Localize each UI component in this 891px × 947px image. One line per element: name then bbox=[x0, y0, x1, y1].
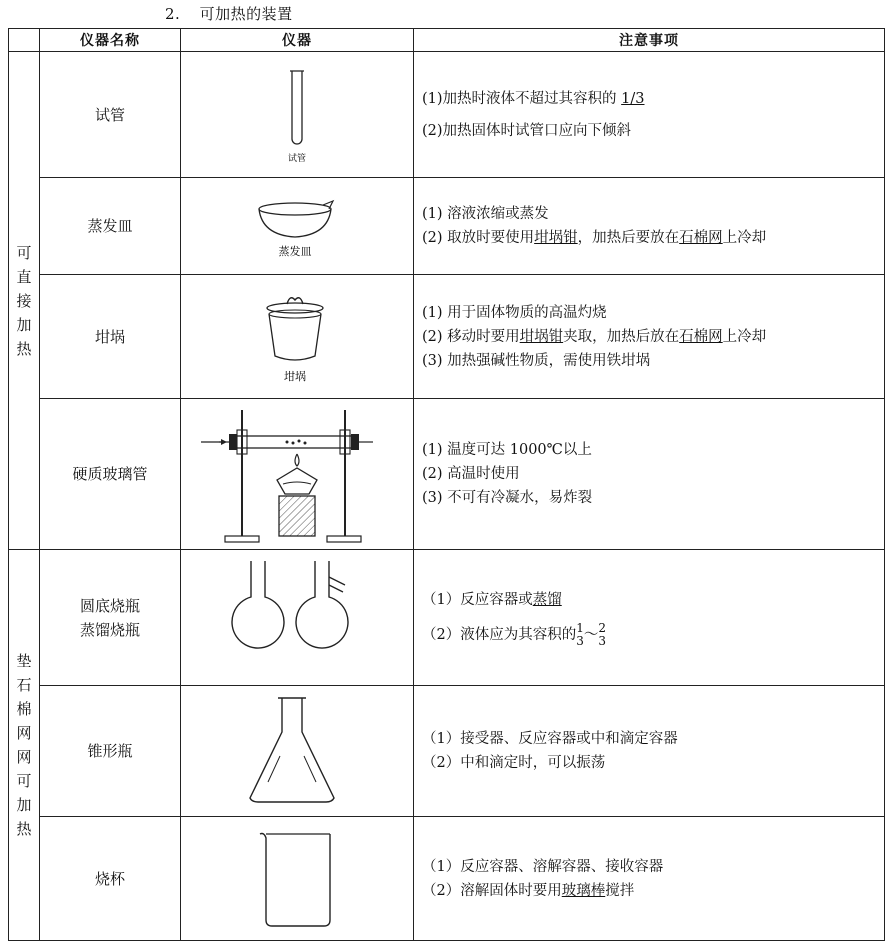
notes-cell: (1) 温度可达 1000℃以上 (2) 高温时使用 (3) 不可有冷凝水，易炸裂 bbox=[414, 399, 885, 550]
table-row bbox=[9, 550, 885, 686]
page-title-number: 2. bbox=[165, 5, 181, 23]
test-tube-icon bbox=[257, 65, 337, 165]
table-row bbox=[9, 817, 885, 941]
instrument-name: 试管 bbox=[40, 52, 181, 178]
notes-cell: (1)加热时液体不超过其容积的 1/3 (2)加热固体时试管口应向下倾斜 bbox=[414, 52, 885, 178]
category-direct-heating: 可 直 接 加 热 bbox=[9, 52, 40, 550]
table-row bbox=[9, 399, 885, 550]
page-title bbox=[165, 3, 293, 24]
header-instrument-name: 仪器名称 bbox=[40, 29, 181, 52]
header-notes: 注意事项 bbox=[414, 29, 885, 52]
crucible-figure bbox=[181, 275, 414, 399]
instrument-name: 烧杯 bbox=[40, 817, 181, 941]
distillation-flask-icon bbox=[296, 561, 348, 648]
table-row bbox=[9, 275, 885, 399]
beaker-icon bbox=[242, 824, 352, 934]
header-category bbox=[9, 29, 40, 52]
round-bottom-flask-icon bbox=[227, 555, 367, 680]
test-tube-caption: 试管 bbox=[287, 153, 307, 164]
notes-cell: （1）反应容器、溶解容器、接收容器 （2）溶解固体时要用玻璃棒搅拌 bbox=[414, 817, 885, 941]
notes-cell: （1）接受器、反应容器或中和滴定容器 （2）中和滴定时，可以振荡 bbox=[414, 686, 885, 817]
apparatus-table bbox=[8, 28, 885, 941]
test-tube-figure bbox=[181, 52, 414, 178]
conical-flask-icon bbox=[242, 692, 352, 810]
notes-cell: (1) 用于固体物质的高温灼烧 (2) 移动时要用坩埚钳夹取，加热后放在石棉网上冷却 (3) 加热强碱性物质，需使用铁坩埚 bbox=[414, 275, 885, 399]
header-instrument: 仪器 bbox=[181, 29, 414, 52]
table-header-row bbox=[9, 29, 885, 52]
instrument-name: 圆底烧瓶 蒸馏烧瓶 bbox=[40, 550, 181, 686]
instrument-name: 蒸发皿 bbox=[40, 178, 181, 275]
notes-cell: (1) 溶液浓缩或蒸发 (2) 取放时要使用坩埚钳，加热后要放在石棉网上冷却 bbox=[414, 178, 885, 275]
instrument-name: 锥形瓶 bbox=[40, 686, 181, 817]
evaporating-dish-figure bbox=[181, 178, 414, 275]
category-asbestos-net-heating: 垫 石 棉 网 网 可 加 热 bbox=[9, 550, 40, 941]
page-title-text: 可加热的装置 bbox=[199, 5, 293, 23]
beaker-figure bbox=[181, 817, 414, 941]
hard-glass-tube-apparatus-icon bbox=[197, 402, 397, 547]
notes-cell: （1）反应容器或蒸馏 （2）液体应为其容积的 1 3 ～ 2 3 bbox=[414, 550, 885, 686]
instrument-name: 坩埚 bbox=[40, 275, 181, 399]
hard-glass-tube-figure bbox=[181, 399, 414, 550]
crucible-icon bbox=[237, 284, 357, 389]
crucible-caption: 坩埚 bbox=[284, 370, 306, 383]
evaporating-dish-icon bbox=[237, 191, 357, 261]
table-row bbox=[9, 52, 885, 178]
table-row bbox=[9, 686, 885, 817]
evaporating-dish-caption: 蒸发皿 bbox=[278, 245, 312, 258]
flasks-figure bbox=[181, 550, 414, 686]
conical-flask-figure bbox=[181, 686, 414, 817]
table-row bbox=[9, 178, 885, 275]
instrument-name: 硬质玻璃管 bbox=[40, 399, 181, 550]
